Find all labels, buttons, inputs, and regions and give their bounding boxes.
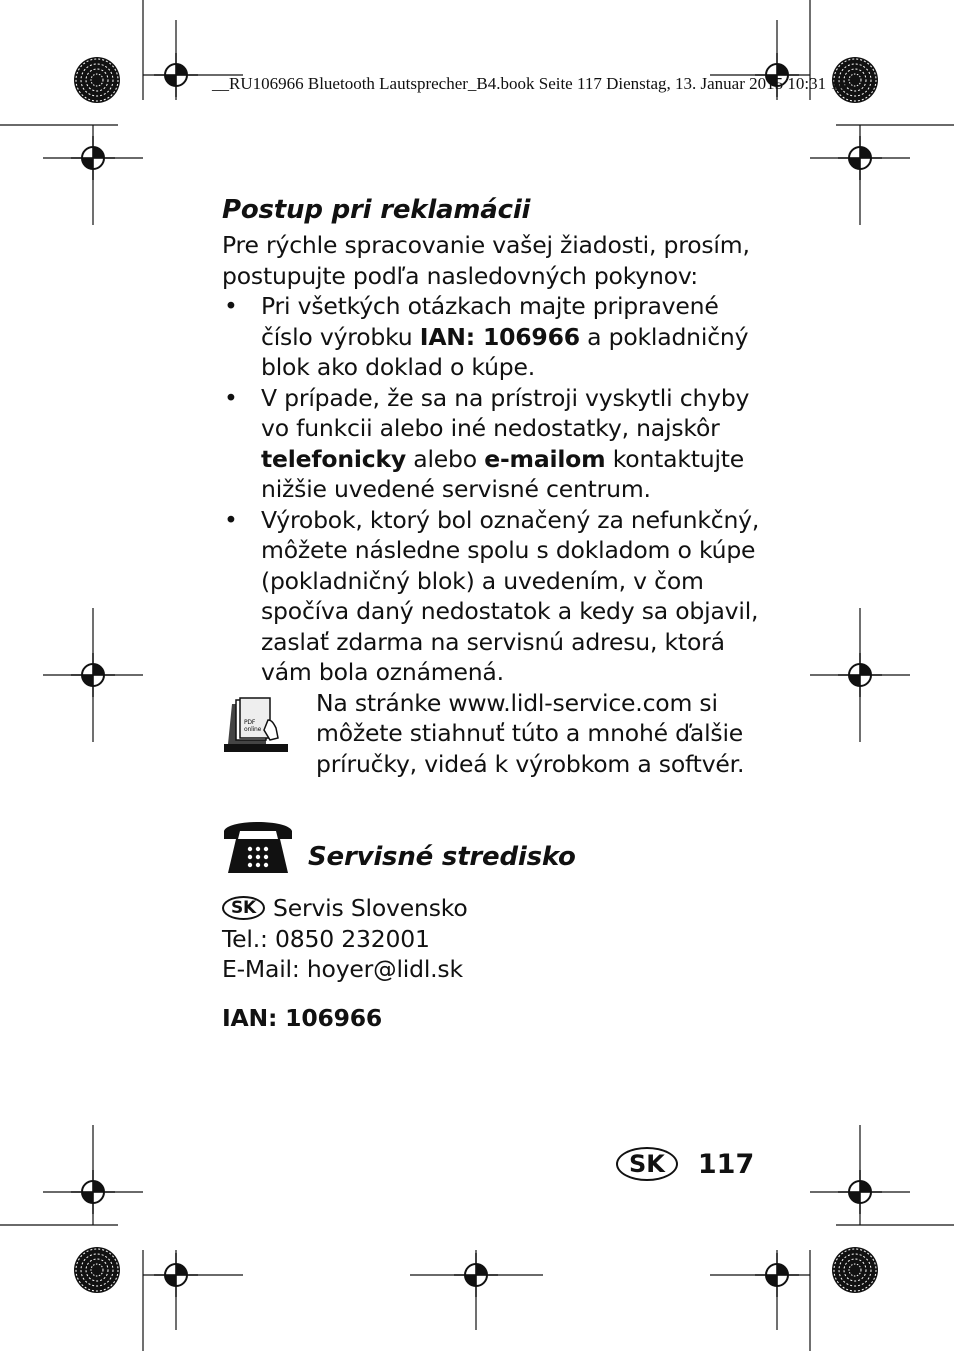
service-email: E-Mail: hoyer@lidl.sk: [222, 955, 463, 983]
bullet-icon: •: [224, 505, 238, 534]
list-item: [222, 383, 767, 505]
service-name: Servis Slovensko: [273, 894, 468, 922]
list-item: [222, 291, 767, 383]
text: Pri všetkých otázkach majte pripravené číslo výrobku: [261, 292, 719, 351]
ian-number: IAN: 106966: [222, 1003, 383, 1032]
complaint-steps: [222, 291, 767, 688]
page-number: 117: [697, 1148, 755, 1180]
list-item: [222, 505, 767, 688]
telephone-icon: [222, 817, 294, 875]
emphasis: e-mailom: [484, 444, 606, 473]
bullet-icon: •: [224, 292, 238, 320]
text: V prípade, že sa na prístroji vyskytli chyby vo funkcii alebo iné nedostatky, najskôr: [261, 383, 750, 442]
service-contact: [222, 893, 767, 985]
page-content: [222, 190, 767, 1033]
bullet-icon: •: [224, 383, 238, 412]
service-phone: Tel.: 0850 232001: [222, 924, 430, 953]
ian-inline: IAN: 106966: [419, 322, 580, 351]
service-title: Servisné stredisko: [308, 842, 576, 872]
online-manual-note: [222, 688, 767, 780]
emphasis: telefonicky: [261, 444, 406, 473]
country-badge: SK: [222, 896, 265, 920]
language-badge: SK: [616, 1147, 678, 1181]
service-heading: [222, 817, 767, 879]
svg-text:online: online: [244, 725, 262, 733]
complaint-title: Postup pri reklamácii: [222, 195, 531, 225]
online-manual-text: Na stránke www.lidl-service.com si môžete stiahnuť túto a mnohé ďalšie príručky, videá k výrobkom a softvér.: [316, 688, 745, 778]
text: Výrobok, ktorý bol označený za nefunkčný, môžete následne spolu s dokladom o kúpe (pokladničný blok) a uvedením, v čom spočíva daný nedostatok a kedy sa objavil, zaslať zdarma na servisnú adresu, ktorá vám bola oznámená.: [261, 505, 760, 686]
text: kontaktujte nižšie uvedené servisné centrum.: [261, 444, 745, 503]
service-name-line: [222, 893, 767, 924]
print-slug: __RU106966 Bluetooth Lautsprecher_B4.book Seite 117 Dienstag, 13. Januar 2015 10:31 10: [212, 74, 848, 93]
page-footer: [616, 1144, 754, 1184]
complaint-intro: Pre rýchle spracovanie vašej žiadosti, prosím, postupujte podľa nasledovných pokynov:: [222, 231, 750, 290]
document-online-icon: [222, 694, 292, 754]
text: a pokladničný blok ako doklad o kúpe.: [261, 322, 749, 381]
text: alebo: [406, 444, 485, 473]
svg-text:PDF: PDF: [244, 718, 256, 726]
